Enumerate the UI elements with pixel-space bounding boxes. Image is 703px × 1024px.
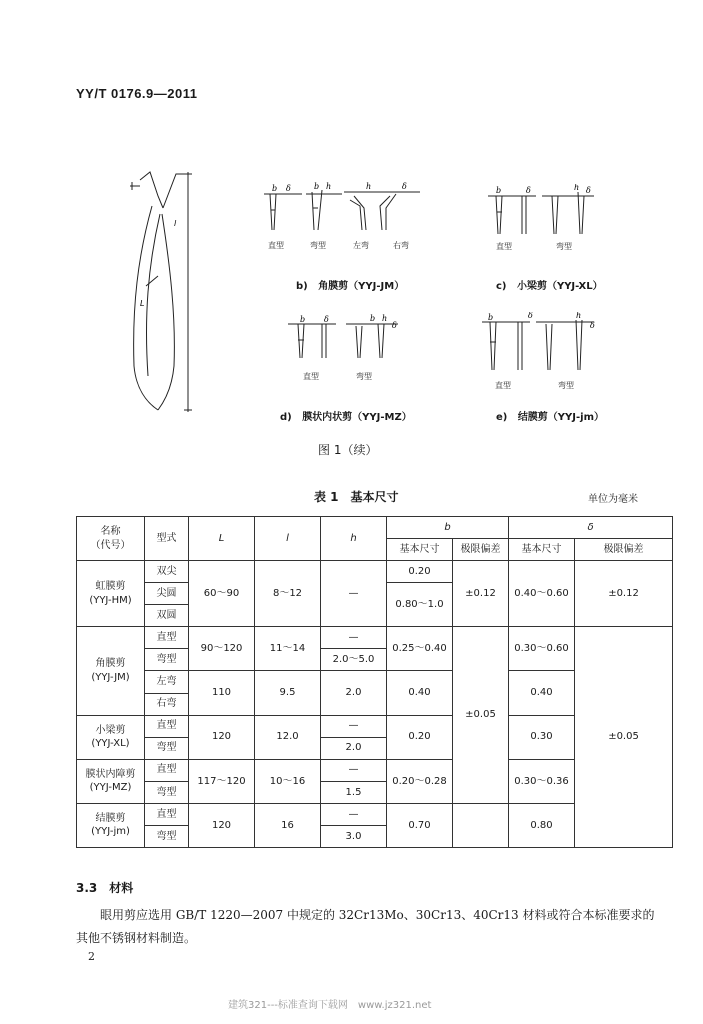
header-L: L	[189, 517, 255, 561]
panel-c-drawing	[486, 184, 596, 242]
svg-text:h: h	[382, 314, 388, 323]
section-heading: 3.3 材料	[76, 881, 134, 895]
dim-L-label: L	[140, 299, 145, 308]
panel-d-variant-1: 直型	[303, 372, 319, 381]
header-type: 型式	[145, 517, 189, 561]
panel-e-caption: e) 结膜剪（YYJ-jm）	[496, 412, 605, 423]
dim-l-label: l	[174, 219, 177, 228]
svg-text:h: h	[326, 182, 332, 191]
panel-d-variant-2: 弯型	[356, 372, 372, 381]
header-delta-basic: 基本尺寸	[509, 539, 575, 561]
svg-text:b: b	[488, 313, 494, 322]
scissors-drawing	[118, 166, 208, 416]
table-row: 角膜剪 (YYJ-JM) 直型 90～120 11～14 — 0.25～0.40 ±0.05 0.30～0.60 ±0.05	[77, 627, 673, 649]
page-number: 2	[88, 950, 95, 963]
table-row: 弯型 2.0～5.0	[77, 649, 673, 671]
table-row: 弯型 2.0	[77, 737, 673, 759]
panel-b-variant-1: 直型	[268, 241, 284, 250]
scissors-handle-left	[134, 206, 158, 410]
svg-text:h: h	[366, 182, 372, 191]
panel-b-variant-2: 弯型	[310, 241, 326, 250]
svg-text:b: b	[314, 182, 320, 191]
panel-b-variant-3: 左弯	[353, 241, 369, 250]
panel-e-variant-1: 直型	[495, 381, 511, 390]
section-body-line-1: 眼用剪应选用 GB/T 1220—2007 中规定的 32Cr13Mo、30Cr13、40Cr13 材料或符合本标准要求的	[100, 908, 655, 922]
table-row: 双圆	[77, 605, 673, 627]
panel-e-variant-2: 弯型	[558, 381, 574, 390]
panel-e-drawing	[480, 312, 600, 376]
name-jm: 角膜剪 (YYJ-JM)	[77, 627, 145, 715]
table-row: 小梁剪 (YYJ-XL) 直型 120 12.0 — 0.20 0.30	[77, 715, 673, 737]
dimension-table	[76, 516, 673, 848]
watermark: 建筑321---标准查询下载网 www.jz321.net	[228, 1000, 432, 1011]
table-header-row	[77, 517, 673, 539]
table-row: 膜状内障剪 (YYJ-MZ) 直型 117～120 10～16 — 0.20～0.28 0.30～0.36	[77, 759, 673, 781]
panel-b-variant-4: 右弯	[393, 241, 409, 250]
table-unit: 单位为毫米	[588, 494, 638, 505]
table-row: 结膜剪 (YYJ-jm) 直型 120 16 — 0.70 0.80	[77, 803, 673, 825]
svg-text:b: b	[370, 314, 376, 323]
table-title: 表 1 基本尺寸	[314, 490, 399, 504]
table-row: 右弯	[77, 693, 673, 715]
panel-c-variant-2: 弯型	[556, 242, 572, 251]
panel-c-caption: c) 小梁剪（YYJ-XL）	[496, 281, 603, 292]
panel-b-drawing	[262, 182, 422, 242]
panel-d-drawing	[286, 314, 406, 366]
header-b: b	[387, 517, 509, 539]
name-xl: 小梁剪 (YYJ-XL)	[77, 715, 145, 759]
name-jm2: 结膜剪 (YYJ-jm)	[77, 803, 145, 847]
header-name: 名称 （代号）	[77, 517, 145, 561]
section-body-line-2: 其他不锈钢材料制造。	[76, 931, 197, 945]
header-h: h	[321, 517, 387, 561]
name-mz: 膜状内障剪 (YYJ-MZ)	[77, 759, 145, 803]
name-hm: 虹膜剪 (YYJ-HM)	[77, 561, 145, 627]
table-row: 尖圆 0.80～1.0	[77, 583, 673, 605]
table-row: 弯型 3.0	[77, 825, 673, 847]
svg-text:δ: δ	[590, 321, 595, 330]
panel-b-caption: b) 角膜剪（YYJ-JM）	[296, 281, 405, 292]
svg-text:δ: δ	[324, 315, 329, 324]
scissors-tip-upper	[140, 172, 163, 208]
svg-text:δ: δ	[286, 184, 291, 193]
figure-title: 图 1（续）	[318, 443, 378, 457]
panel-c-variant-1: 直型	[496, 242, 512, 251]
table-row: 弯型 1.5	[77, 781, 673, 803]
header-b-tol: 极限偏差	[453, 539, 509, 561]
scissors-tip-right	[163, 174, 188, 208]
scissors-handle-right	[158, 214, 174, 410]
table-row: 虹膜剪 (YYJ-HM) 双尖 60～90 8～12 — 0.20 ±0.12 0.40～0.60 ±0.12	[77, 561, 673, 583]
svg-text:b: b	[300, 315, 306, 324]
table-row: 左弯 110 9.5 2.0 0.40 0.40	[77, 671, 673, 693]
panel-d-caption: d) 膜状内状剪（YYJ-MZ）	[280, 412, 412, 423]
svg-text:b: b	[496, 186, 502, 195]
header-delta-tol: 极限偏差	[575, 539, 673, 561]
svg-text:b: b	[272, 184, 278, 193]
svg-text:δ: δ	[528, 312, 533, 320]
svg-text:δ: δ	[526, 186, 531, 195]
header-b-basic: 基本尺寸	[387, 539, 453, 561]
header-l: l	[255, 517, 321, 561]
svg-text:h: h	[574, 184, 580, 192]
svg-text:δ: δ	[402, 182, 407, 191]
scissors-spring	[147, 214, 161, 376]
standard-number: YY/T 0176.9—2011	[76, 86, 198, 101]
header-delta: δ	[509, 517, 673, 539]
svg-text:δ: δ	[586, 186, 591, 195]
svg-text:δ: δ	[392, 321, 397, 330]
svg-text:h: h	[576, 312, 582, 320]
